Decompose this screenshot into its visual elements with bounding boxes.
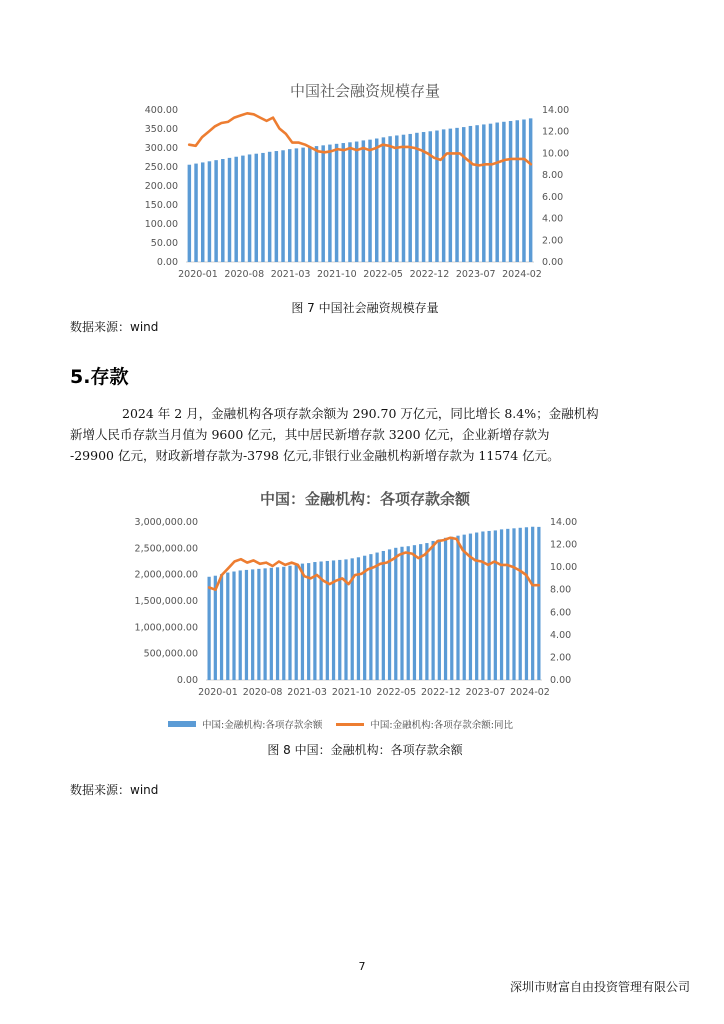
bar (214, 160, 217, 262)
bar (301, 148, 304, 262)
left-tick-label: 0.00 (176, 675, 198, 686)
bar (407, 546, 410, 680)
bar (257, 569, 260, 680)
bar (463, 535, 466, 680)
bar (355, 142, 358, 262)
left-tick-label: 400.00 (144, 105, 178, 116)
left-tick-label: 150.00 (144, 200, 178, 211)
left-tick-label: 500,000.00 (143, 648, 198, 660)
bar (388, 136, 391, 262)
x-tick-label: 2021-03 (270, 269, 311, 280)
bar (395, 135, 398, 262)
bar (268, 152, 271, 262)
bar (221, 159, 224, 262)
x-tick-label: 2020-01 (198, 687, 238, 698)
bar (328, 145, 331, 262)
bar (201, 162, 204, 262)
right-tick-label: 0.00 (550, 675, 572, 686)
bar (251, 569, 254, 680)
x-tick-label: 2022-12 (421, 687, 461, 698)
bar (335, 144, 338, 262)
right-tick-label: 10.00 (542, 148, 570, 160)
bar (438, 539, 441, 680)
bar (234, 157, 237, 262)
bar (394, 548, 397, 680)
bar (276, 567, 279, 680)
x-tick-label: 2021-03 (287, 687, 327, 698)
bar (368, 140, 371, 262)
footer-company: 深圳市财富自由投资管理有限公司 (509, 980, 690, 994)
chart-2-caption: 图 8 中国：金融机构：各项存款余额 (267, 743, 463, 757)
bar (516, 120, 519, 262)
bar (456, 536, 459, 680)
bar (220, 574, 223, 680)
bar (308, 147, 311, 262)
x-tick-label: 2022-12 (409, 269, 450, 280)
left-tick-label: 0.00 (156, 257, 178, 268)
x-tick-label: 2024-02 (502, 269, 542, 280)
bar (342, 143, 345, 262)
bar (495, 123, 498, 262)
chart-1-title: 中国社会融资规模存量 (289, 82, 440, 100)
bar (482, 124, 485, 262)
chart-2 (122, 512, 600, 704)
right-tick-label: 12.00 (550, 539, 578, 551)
bar (522, 120, 525, 263)
bar (208, 161, 211, 262)
bar (413, 545, 416, 680)
bar (348, 142, 351, 262)
bar (375, 553, 378, 680)
right-tick-label: 14.00 (542, 105, 570, 116)
bar (275, 151, 278, 262)
paragraph-line: 2024 年 2 月，金融机构各项存款余额为 290.70 万亿元，同比增长 8.4%；金融机构 (122, 406, 599, 421)
bar (509, 121, 512, 262)
chart-1-caption: 图 7 中国社会融资规模存量 (291, 301, 439, 315)
right-tick-label: 4.00 (550, 629, 572, 641)
x-tick-label: 2023-07 (465, 687, 506, 698)
bar (512, 528, 515, 680)
right-tick-label: 14.00 (550, 517, 578, 528)
bar (408, 134, 411, 262)
bar (241, 156, 244, 262)
bar (315, 146, 318, 262)
left-tick-label: 300.00 (144, 143, 178, 154)
bar (450, 537, 453, 680)
bar (255, 154, 258, 262)
bar (435, 131, 438, 262)
left-tick-label: 3,000,000.00 (134, 517, 198, 528)
left-tick-label: 50.00 (150, 238, 178, 249)
bar (307, 563, 310, 680)
right-tick-label: 10.00 (550, 562, 578, 574)
bar (519, 528, 522, 680)
bar (288, 149, 291, 262)
bar (375, 139, 378, 263)
bar (449, 129, 452, 262)
bar (481, 531, 484, 680)
page-number: 7 (358, 960, 366, 973)
right-tick-label: 4.00 (542, 213, 564, 225)
bar (332, 560, 335, 680)
bar (313, 562, 316, 680)
bar (537, 527, 540, 680)
bar (431, 541, 434, 680)
left-tick-label: 2,000,000.00 (134, 569, 198, 581)
bar (188, 165, 191, 262)
bar (415, 133, 418, 262)
right-tick-label: 8.00 (542, 170, 564, 182)
x-tick-label: 2021-10 (317, 269, 357, 280)
left-tick-label: 1,500,000.00 (134, 596, 198, 607)
bar (425, 543, 428, 680)
paragraph-line: -29900 亿元，财政新增存款为-3798 亿元,非银行业金融机构新增存款为 11574 亿元。 (70, 448, 560, 463)
paragraph-line: 新增人民币存款当月值为 9600 亿元，其中居民新增存款 3200 亿元，企业新增存款为 (70, 427, 550, 442)
left-tick-label: 200.00 (144, 181, 178, 192)
bar (239, 570, 242, 680)
bar (295, 148, 298, 262)
x-tick-label: 2022-05 (363, 269, 403, 280)
bar (248, 154, 251, 262)
bar (301, 564, 304, 680)
bar (525, 527, 528, 680)
bar (469, 126, 472, 262)
bar (382, 137, 385, 262)
right-tick-label: 0.00 (542, 257, 564, 268)
right-tick-label: 2.00 (542, 235, 564, 247)
legend-item: 中国:金融机构:各项存款余额 (202, 720, 323, 731)
legend-item: 中国:金融机构:各项存款余额:同比 (370, 720, 514, 731)
bar (344, 559, 347, 680)
bar (442, 129, 445, 262)
section-heading: 5.存款 (70, 366, 129, 388)
bar (400, 547, 403, 680)
chart-2-source: 数据来源：wind (70, 783, 159, 797)
bar (282, 567, 285, 680)
bar (270, 568, 273, 680)
right-tick-label: 2.00 (550, 652, 572, 664)
bar (382, 551, 385, 680)
left-tick-label: 100.00 (144, 219, 178, 230)
left-tick-label: 350.00 (144, 124, 178, 135)
bar (455, 128, 458, 262)
bar (295, 565, 298, 680)
bar (388, 549, 391, 680)
x-tick-label: 2022-05 (376, 687, 417, 698)
bar (506, 529, 509, 680)
bar (369, 554, 372, 680)
bar (288, 566, 291, 680)
bar (419, 544, 422, 680)
bar (261, 153, 264, 262)
left-tick-label: 2,500,000.00 (134, 543, 198, 555)
x-tick-label: 2020-01 (178, 269, 218, 280)
bar (362, 140, 365, 262)
bar (489, 124, 492, 262)
bar (226, 573, 229, 680)
bar (363, 556, 366, 680)
line-series (189, 113, 531, 165)
bar (321, 145, 324, 262)
bar (228, 158, 231, 262)
right-tick-label: 6.00 (542, 191, 564, 203)
bar (475, 125, 478, 262)
bar (245, 570, 248, 680)
bar (232, 572, 235, 680)
chart-1 (130, 100, 590, 290)
left-tick-label: 1,000,000.00 (134, 622, 198, 634)
x-tick-label: 2021-10 (331, 687, 372, 698)
x-tick-label: 2024-02 (510, 687, 550, 698)
legend-bar-swatch (168, 721, 196, 727)
bar (194, 164, 197, 262)
bar (214, 576, 217, 680)
bar (531, 527, 534, 680)
bar (444, 538, 447, 680)
chart-1-source: 数据来源：wind (70, 320, 159, 334)
bar (462, 127, 465, 262)
bar (402, 135, 405, 262)
bar (207, 577, 210, 680)
x-tick-label: 2023-07 (455, 269, 496, 280)
x-tick-label: 2020-08 (224, 269, 265, 280)
x-tick-label: 2020-08 (242, 687, 283, 698)
bar (487, 531, 490, 680)
legend-line-swatch (336, 723, 364, 726)
bar (429, 131, 432, 262)
bar (263, 568, 266, 680)
chart-2-title: 中国：金融机构：各项存款余额 (259, 490, 470, 508)
bar (529, 118, 532, 262)
bar (281, 150, 284, 262)
section-paragraph (70, 403, 660, 466)
bar (494, 530, 497, 680)
right-tick-label: 8.00 (550, 584, 572, 596)
chart-2-legend (168, 717, 513, 731)
bar (475, 533, 478, 680)
right-tick-label: 12.00 (542, 126, 570, 138)
bar (500, 529, 503, 680)
bar (502, 122, 505, 262)
right-tick-label: 6.00 (550, 607, 572, 619)
left-tick-label: 250.00 (144, 162, 178, 173)
bar (326, 561, 329, 680)
